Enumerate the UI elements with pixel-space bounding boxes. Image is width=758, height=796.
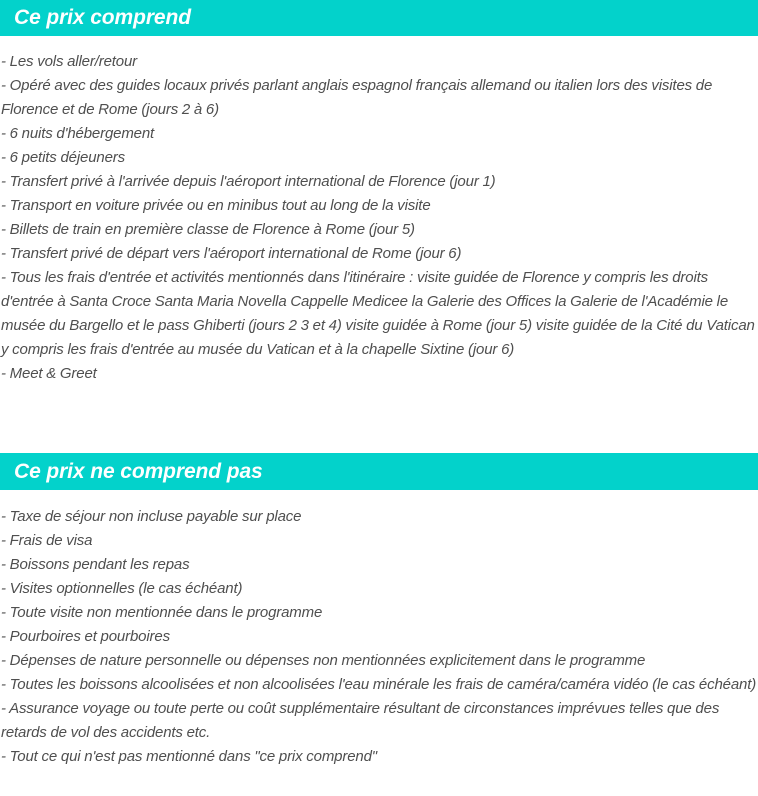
list-item: - Visites optionnelles (le cas échéant): [1, 580, 243, 597]
list-item: - Transport en voiture privée ou en minibus tout au long de la visite: [1, 197, 431, 214]
list-item: - Transfert privé à l'arrivée depuis l'aéroport international de Florence (jour 1): [1, 173, 496, 190]
section-spacer: [0, 386, 758, 453]
list-item: - Dépenses de nature personnelle ou dépenses non mentionnées explicitement dans le programme: [1, 652, 646, 669]
list-item: - 6 nuits d'hébergement: [1, 125, 155, 142]
included-list-container: [0, 36, 758, 386]
list-item: - 6 petits déjeuners: [1, 149, 125, 166]
included-list: [0, 50, 758, 386]
section-excluded: [0, 453, 758, 769]
list-item: - Taxe de séjour non incluse payable sur place: [1, 508, 302, 525]
list-item: - Transfert privé de départ vers l'aéroport international de Rome (jour 6): [1, 245, 462, 262]
list-item: - Assurance voyage ou toute perte ou coût supplémentaire résultant de circonstances imprévues telles que des retards de vol des accidents etc.: [1, 700, 720, 741]
section-header-excluded: Ce prix ne comprend pas: [0, 453, 758, 490]
list-item: - Tout ce qui n'est pas mentionné dans "ce prix comprend": [1, 748, 377, 765]
excluded-list: [0, 505, 758, 769]
list-item: - Opéré avec des guides locaux privés parlant anglais espagnol français allemand ou italien lors des visites de Florence et de Rome (jours 2 à 6): [1, 77, 713, 118]
list-item: - Meet & Greet: [1, 365, 97, 382]
list-item: - Tous les frais d'entrée et activités mentionnés dans l'itinéraire : visite guidée de Florence y compris les droits d'entrée à Santa Croce Santa Maria Novella Cappelle Medicee la Galerie des Offices la Galerie de l'Académie le musée du Bargello et le pass Ghiberti (jours 2 3 et 4) visite guidée à Rome (jour 5) visite guidée de la Cité du Vatican y compris les frais d'entrée au musée du Vatican et à la chapelle Sixtine (jour 6): [1, 269, 755, 358]
section-header-included: Ce prix comprend: [0, 0, 758, 36]
section-included: [0, 0, 758, 386]
list-item: - Les vols aller/retour: [1, 53, 138, 70]
list-item: - Frais de visa: [1, 532, 93, 549]
list-item: - Toutes les boissons alcoolisées et non alcoolisées l'eau minérale les frais de caméra/caméra vidéo (le cas échéant): [1, 676, 757, 693]
excluded-list-container: [0, 490, 758, 769]
list-item: - Toute visite non mentionnée dans le programme: [1, 604, 323, 621]
list-item: - Pourboires et pourboires: [1, 628, 170, 645]
list-item: - Billets de train en première classe de Florence à Rome (jour 5): [1, 221, 415, 238]
list-item: - Boissons pendant les repas: [1, 556, 190, 573]
